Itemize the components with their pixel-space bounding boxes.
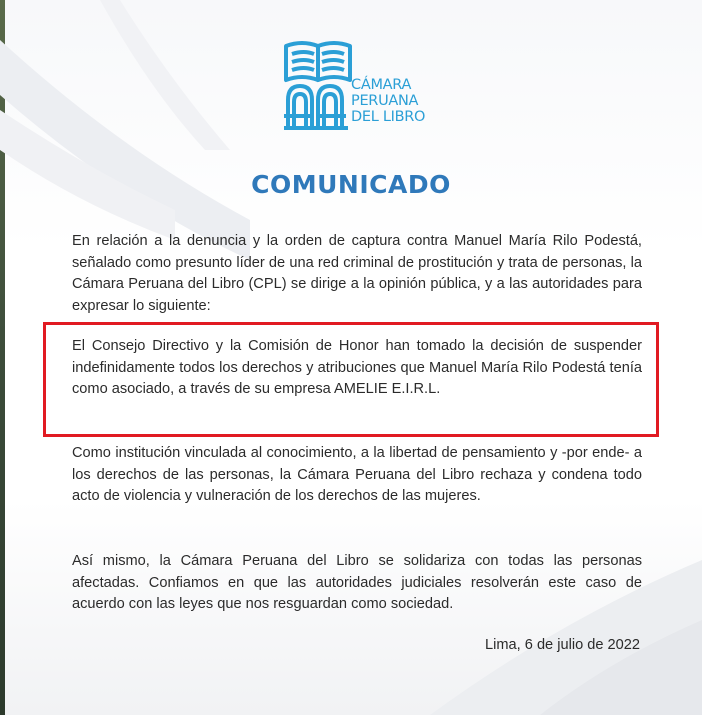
cpl-logo-wordmark: [351, 77, 425, 125]
paragraph-decision: El Consejo Directivo y la Comisión de Honor han tomado la decisión de suspender indefinidamente todos los derechos y atribuciones que Manuel María Rilo Podestá tenía como asociado, a través de su empresa AMELIE E.I.R.L.: [72, 338, 642, 397]
paragraph-intro: En relación a la denuncia y la orden de captura contra Manuel María Rilo Podestá, señalado como presunto líder de una red criminal de prostitución y trata de personas, la Cámara Peruana del Libro (CPL) se dirige a la opinión pública, y a las autoridades para expresar lo siguiente:: [72, 233, 642, 314]
paragraph-institution: Como institución vinculada al conocimiento, a la libertad de pensamiento y -por ende- a los derechos de las personas, la Cámara Peruana del Libro rechaza y condena todo acto de violencia y vulneración de los derechos de las mujeres.: [72, 445, 642, 504]
logo-line-3: DEL LIBRO: [351, 109, 426, 125]
page-title: COMUNICADO: [251, 170, 451, 199]
logo-line-1: CÁMARA: [351, 77, 412, 93]
date-line: Lima, 6 de julio de 2022: [485, 637, 640, 653]
paragraph-solidarity: Así mismo, la Cámara Peruana del Libro se solidariza con todas las personas afectadas. Confiamos en que las autoridades judiciales resolverán este caso de acuerdo con las leyes que nos resguardan como sociedad.: [72, 553, 642, 612]
logo-line-2: PERUANA: [351, 93, 419, 109]
